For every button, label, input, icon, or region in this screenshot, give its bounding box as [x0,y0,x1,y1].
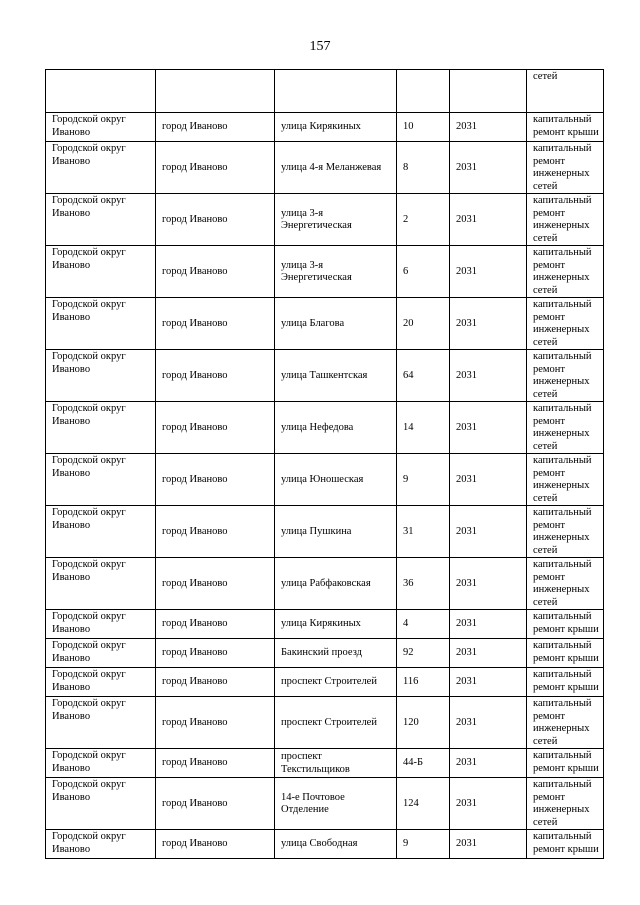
table-row [46,194,604,246]
house-cell: 31 [397,506,450,558]
year-cell: 2031 [450,402,527,454]
street-cell: улица Нефедова [275,402,397,454]
house-cell: 2 [397,194,450,246]
year-cell: 2031 [450,506,527,558]
district-cell: Городской округ Иваново [46,506,156,558]
district-cell [46,70,156,113]
house-cell: 92 [397,639,450,668]
table-row [46,697,604,749]
street-cell: проспект Строителей [275,668,397,697]
locality-cell: город Иваново [156,246,275,298]
work-type-cell: капитальный ремонт инженерных сетей [527,697,604,749]
year-cell: 2031 [450,350,527,402]
locality-cell: город Иваново [156,830,275,859]
house-cell: 36 [397,558,450,610]
work-type-cell: капитальный ремонт инженерных сетей [527,142,604,194]
year-cell: 2031 [450,142,527,194]
house-cell: 6 [397,246,450,298]
work-type-cell: капитальный ремонт крыши [527,668,604,697]
locality-cell: город Иваново [156,402,275,454]
work-type-cell: капитальный ремонт инженерных сетей [527,558,604,610]
locality-cell: город Иваново [156,610,275,639]
year-cell: 2031 [450,668,527,697]
house-cell: 64 [397,350,450,402]
street-cell: проспект Текстильщиков [275,749,397,778]
table-row [46,639,604,668]
housing-repair-table [45,69,604,859]
table-row [46,668,604,697]
table-row-continued [46,70,604,113]
work-type-cell: капитальный ремонт инженерных сетей [527,778,604,830]
locality-cell: город Иваново [156,697,275,749]
table-row [46,778,604,830]
district-cell: Городской округ Иваново [46,113,156,142]
street-cell: улица Благова [275,298,397,350]
district-cell: Городской округ Иваново [46,558,156,610]
table-row [46,454,604,506]
table-row [46,142,604,194]
table-row [46,246,604,298]
house-cell: 44-Б [397,749,450,778]
table-row [46,558,604,610]
year-cell: 2031 [450,298,527,350]
work-type-cell: капитальный ремонт инженерных сетей [527,454,604,506]
house-cell: 8 [397,142,450,194]
year-cell: 2031 [450,749,527,778]
district-cell: Городской округ Иваново [46,668,156,697]
locality-cell: город Иваново [156,506,275,558]
street-cell: проспект Строителей [275,697,397,749]
table-row [46,610,604,639]
locality-cell: город Иваново [156,749,275,778]
district-cell: Городской округ Иваново [46,350,156,402]
district-cell: Городской округ Иваново [46,749,156,778]
work-type-cell: капитальный ремонт крыши [527,830,604,859]
table-row [46,506,604,558]
work-type-cell: капитальный ремонт инженерных сетей [527,402,604,454]
work-type-cell: капитальный ремонт инженерных сетей [527,350,604,402]
street-cell: 14-е Почтовое Отделение [275,778,397,830]
locality-cell [156,70,275,113]
locality-cell: город Иваново [156,558,275,610]
street-cell: улица Юношеская [275,454,397,506]
work-type-cell: капитальный ремонт инженерных сетей [527,246,604,298]
year-cell: 2031 [450,194,527,246]
page-number: 157 [309,39,331,54]
table-row [46,402,604,454]
year-cell: 2031 [450,697,527,749]
house-cell: 4 [397,610,450,639]
street-cell: улица Ташкентская [275,350,397,402]
street-cell: улица Свободная [275,830,397,859]
year-cell: 2031 [450,454,527,506]
house-cell: 10 [397,113,450,142]
street-cell: улица Пушкина [275,506,397,558]
year-cell: 2031 [450,246,527,298]
street-cell [275,70,397,113]
district-cell: Городской округ Иваново [46,402,156,454]
work-type-cell: капитальный ремонт инженерных сетей [527,298,604,350]
table-row [46,113,604,142]
table-row [46,298,604,350]
year-cell: 2031 [450,639,527,668]
street-cell: улица Кирякиных [275,610,397,639]
locality-cell: город Иваново [156,454,275,506]
locality-cell: город Иваново [156,113,275,142]
locality-cell: город Иваново [156,298,275,350]
district-cell: Городской округ Иваново [46,454,156,506]
district-cell: Городской округ Иваново [46,830,156,859]
work-type-cell: капитальный ремонт крыши [527,610,604,639]
locality-cell: город Иваново [156,639,275,668]
house-cell: 116 [397,668,450,697]
work-type-cell: сетей [527,70,604,113]
district-cell: Городской округ Иваново [46,778,156,830]
work-type-cell: капитальный ремонт инженерных сетей [527,194,604,246]
district-cell: Городской округ Иваново [46,246,156,298]
work-type-cell: капитальный ремонт крыши [527,113,604,142]
year-cell: 2031 [450,113,527,142]
locality-cell: город Иваново [156,350,275,402]
work-type-cell: капитальный ремонт крыши [527,639,604,668]
year-cell: 2031 [450,778,527,830]
table-row [46,749,604,778]
street-cell: улица Рабфаковская [275,558,397,610]
year-cell: 2031 [450,610,527,639]
table-row [46,830,604,859]
year-cell: 2031 [450,558,527,610]
district-cell: Городской округ Иваново [46,610,156,639]
district-cell: Городской округ Иваново [46,639,156,668]
table-row [46,350,604,402]
work-type-cell: капитальный ремонт инженерных сетей [527,506,604,558]
locality-cell: город Иваново [156,194,275,246]
locality-cell: город Иваново [156,778,275,830]
house-cell: 120 [397,697,450,749]
year-cell: 2031 [450,830,527,859]
house-cell: 20 [397,298,450,350]
house-cell: 14 [397,402,450,454]
locality-cell: город Иваново [156,668,275,697]
street-cell: улица 3-я Энергетическая [275,246,397,298]
street-cell: улица 4-я Меланжевая [275,142,397,194]
district-cell: Городской округ Иваново [46,142,156,194]
street-cell: Бакинский проезд [275,639,397,668]
house-cell: 9 [397,454,450,506]
street-cell: улица 3-я Энергетическая [275,194,397,246]
work-type-cell: капитальный ремонт крыши [527,749,604,778]
street-cell: улица Кирякиных [275,113,397,142]
locality-cell: город Иваново [156,142,275,194]
house-cell: 124 [397,778,450,830]
district-cell: Городской округ Иваново [46,194,156,246]
district-cell: Городской округ Иваново [46,298,156,350]
house-cell [397,70,450,113]
district-cell: Городской округ Иваново [46,697,156,749]
house-cell: 9 [397,830,450,859]
year-cell [450,70,527,113]
